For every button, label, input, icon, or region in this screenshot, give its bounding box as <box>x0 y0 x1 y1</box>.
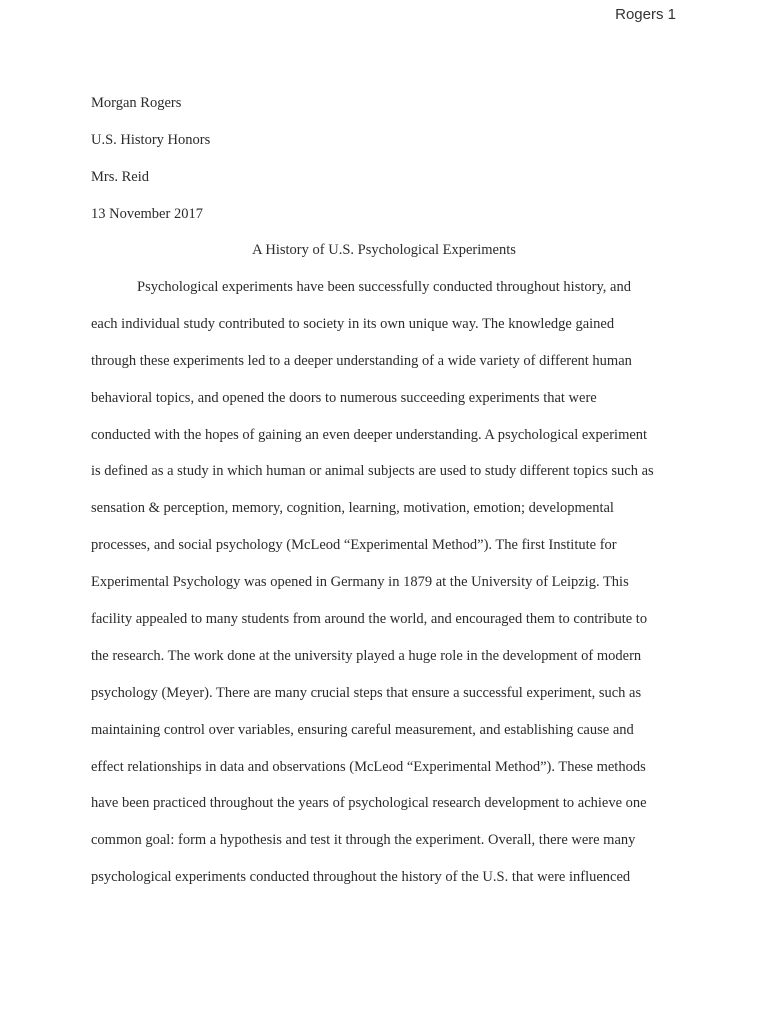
body-paragraph <box>91 277 691 904</box>
body-line: behavioral topics, and opened the doors to numerous succeeding experiments that were <box>91 389 597 406</box>
body-line: Psychological experiments have been successfully conducted throughout history, and <box>137 279 631 295</box>
instructor-name: Mrs. Reid <box>91 169 149 185</box>
essay-title: A History of U.S. Psychological Experiments <box>252 242 516 258</box>
body-line: each individual study contributed to society in its own unique way. The knowledge gained <box>91 315 615 332</box>
body-line: is defined as a study in which human or animal subjects are used to study different topics such as <box>91 463 654 480</box>
body-line: facility appealed to many students from around the world, and encouraged them to contribute to <box>91 611 648 628</box>
body-line: psychology (Meyer). There are many crucial steps that ensure a successful experiment, such as <box>91 684 642 701</box>
course-name: U.S. History Honors <box>91 132 211 148</box>
date-line: 13 November 2017 <box>91 206 203 222</box>
running-header: Rogers 1 <box>615 6 676 23</box>
body-line: common goal: form a hypothesis and test it through the experiment. Overall, there were many <box>91 832 636 849</box>
body-line: psychological experiments conducted throughout the history of the U.S. that were influenced <box>91 869 631 886</box>
body-line: effect relationships in data and observations (McLeod “Experimental Method”). These methods <box>91 758 646 775</box>
mla-heading <box>91 93 681 241</box>
author-name: Morgan Rogers <box>91 95 182 111</box>
body-line: through these experiments led to a deeper understanding of a wide variety of different human <box>91 352 632 369</box>
body-line: processes, and social psychology (McLeod “Experimental Method”). The first Institute for <box>91 537 617 554</box>
body-line: sensation & perception, memory, cognition, learning, motivation, emotion; developmental <box>91 500 614 517</box>
body-line: maintaining control over variables, ensuring careful measurement, and establishing cause and <box>91 721 634 738</box>
body-line: the research. The work done at the university played a huge role in the development of modern <box>91 647 642 664</box>
body-line: Experimental Psychology was opened in Germany in 1879 at the University of Leipzig. This <box>91 574 629 591</box>
body-line: have been practiced throughout the years of psychological research development to achieve one <box>91 795 647 812</box>
body-line: conducted with the hopes of gaining an even deeper understanding. A psychological experiment <box>91 426 648 443</box>
